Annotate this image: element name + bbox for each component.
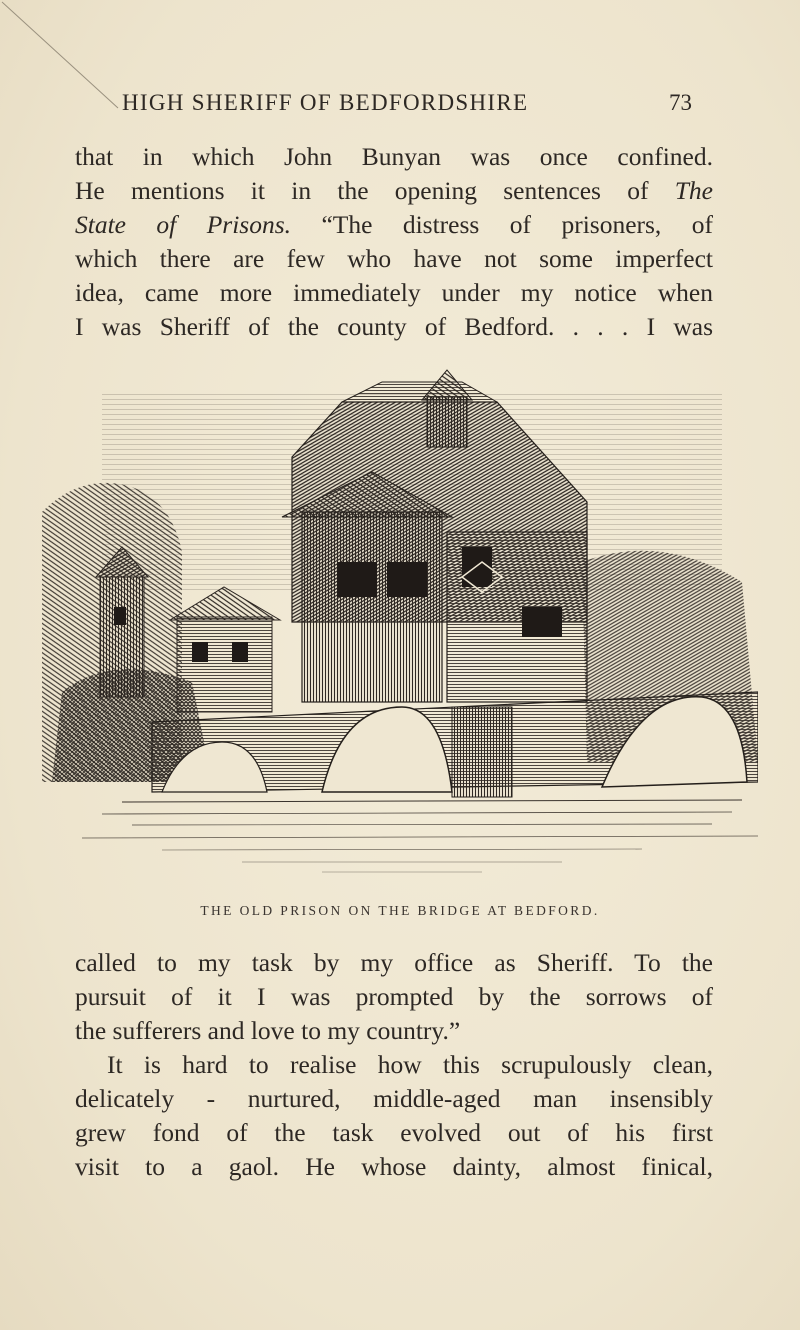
italic-title-run: The — [674, 176, 713, 205]
page-number: 73 — [669, 90, 692, 115]
running-head — [122, 90, 692, 116]
text-run: “The distress of prisoners, of — [321, 210, 713, 239]
engraving-illustration — [42, 362, 758, 882]
text-line: I was Sheriff of the county of Bedford. . . . I was — [75, 312, 713, 341]
text-line: visit to a gaol. He whose dainty, almost finical, — [75, 1152, 713, 1181]
italic-title-run: State of Prisons. — [75, 210, 291, 239]
text-line: idea, came more immediately under my notice when — [75, 278, 713, 307]
text-run: He mentions it in the opening sentences of — [75, 176, 649, 205]
text-line: that in which John Bunyan was once confined. — [75, 142, 713, 171]
top-paragraph — [75, 140, 713, 344]
left-house — [170, 587, 280, 712]
text-line: It is hard to realise how this scrupulously clean, — [107, 1050, 713, 1079]
text-line: pursuit of it I was prompted by the sorrows of — [75, 982, 713, 1011]
figure-caption: THE OLD PRISON ON THE BRIDGE AT BEDFORD. — [200, 903, 600, 918]
text-line: called to my task by my office as Sheriff. To the — [75, 948, 713, 977]
text-line — [75, 174, 713, 208]
page-crease-mark — [0, 0, 120, 110]
text-line: which there are few who have not some imperfect — [75, 244, 713, 273]
text-line — [75, 208, 713, 242]
text-line: delicately - nurtured, middle-aged man insensibly — [75, 1084, 713, 1113]
text-line: grew fond of the task evolved out of his first — [75, 1118, 713, 1147]
running-head-title: HIGH SHERIFF OF BEDFORDSHIRE — [122, 90, 529, 115]
left-tower — [96, 547, 148, 697]
river-water — [82, 800, 758, 872]
text-line: the sufferers and love to my country.” — [75, 1016, 461, 1045]
bottom-paragraphs — [75, 946, 713, 1184]
